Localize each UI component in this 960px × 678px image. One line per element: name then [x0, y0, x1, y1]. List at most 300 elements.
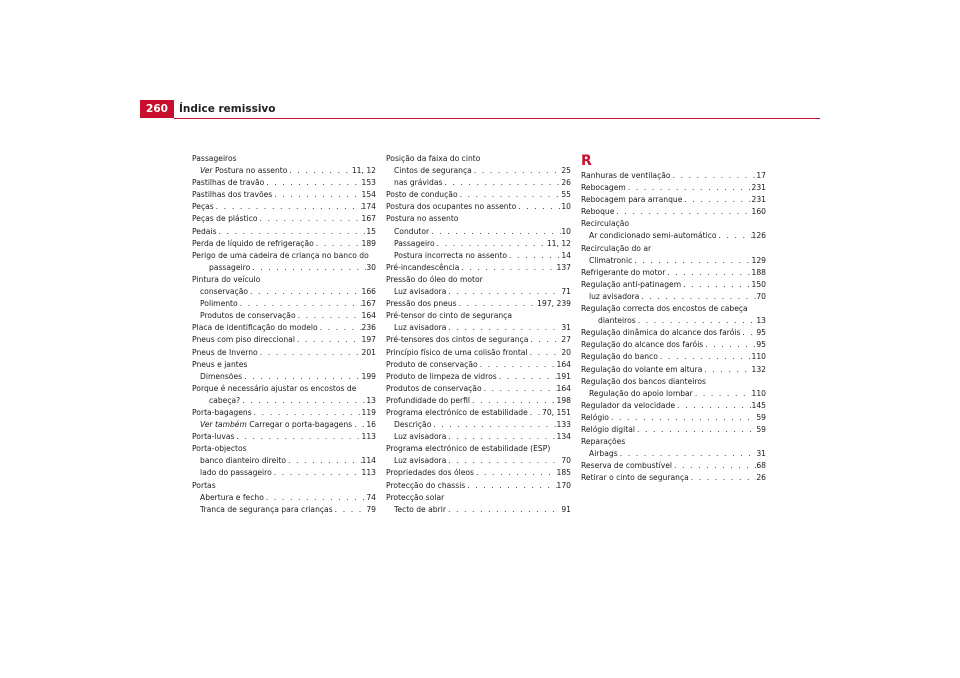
- dot-leader: [446, 504, 561, 516]
- page-reference: 20: [561, 347, 571, 357]
- index-entry: [192, 310, 376, 322]
- page-reference: 174: [361, 202, 376, 212]
- index-entry: [192, 262, 376, 274]
- index-term: Peças de plástico: [192, 214, 258, 224]
- index-entry: [386, 504, 571, 516]
- index-term: Produtos de conservação: [200, 311, 296, 321]
- index-entry: [581, 291, 766, 303]
- index-term: Luz avisadora: [394, 323, 447, 333]
- page-reference: 17: [756, 171, 766, 180]
- dot-leader: [635, 424, 756, 436]
- page-reference: 15: [366, 226, 376, 236]
- page-number: 260: [140, 100, 174, 118]
- index-entry: [581, 327, 766, 339]
- page-reference: 199: [361, 371, 376, 381]
- page-reference: 59: [756, 412, 766, 422]
- index-entry: [192, 238, 376, 250]
- dot-leader: [482, 383, 557, 395]
- page-reference: 167: [361, 299, 376, 309]
- dot-leader: [639, 291, 756, 303]
- index-entry: [581, 472, 766, 484]
- dot-leader: [272, 189, 361, 201]
- page-reference: 95: [756, 328, 766, 338]
- page-reference: 13: [366, 395, 376, 405]
- page-reference: 231: [751, 183, 766, 193]
- dot-leader: [528, 347, 562, 359]
- page-reference: 31: [756, 449, 766, 459]
- dot-leader: [250, 262, 366, 274]
- index-term: Abertura e fecho: [200, 492, 264, 502]
- index-entry: [386, 322, 571, 334]
- index-heading: Posição da faixa do cinto: [386, 154, 481, 163]
- index-entry: [192, 371, 376, 383]
- dot-leader: [671, 170, 757, 182]
- dot-leader: [702, 364, 751, 376]
- index-entry: [192, 322, 376, 334]
- page-reference: 160: [751, 207, 766, 217]
- dot-leader: [264, 177, 361, 189]
- index-heading: Porta-objectos: [192, 444, 247, 454]
- index-term: Tecto de abrir: [394, 504, 446, 514]
- index-term: Luz avisadora: [394, 432, 447, 442]
- index-entry: [386, 238, 571, 250]
- page-reference: 197: [361, 335, 376, 345]
- dot-leader: [272, 467, 362, 479]
- index-term: Postura dos ocupantes no assento: [386, 202, 517, 212]
- index-entry: [386, 298, 571, 310]
- page-reference: 25: [561, 166, 571, 176]
- page-reference: 70: [561, 456, 571, 466]
- index-heading: Postura no assento: [386, 214, 459, 224]
- page-reference: 164: [361, 311, 376, 321]
- index-entry: [386, 455, 571, 467]
- index-entry: [386, 201, 571, 213]
- index-entry: [581, 339, 766, 351]
- index-term: [200, 419, 352, 431]
- page-reference: 10: [561, 226, 571, 236]
- index-term: Regulação do alcance dos faróis: [581, 340, 704, 350]
- dot-leader: [238, 298, 362, 310]
- page-reference: 201: [361, 347, 376, 357]
- page-reference: 11, 12: [546, 238, 571, 248]
- dot-leader: [318, 322, 362, 334]
- dot-leader: [672, 460, 756, 472]
- index-entry: [192, 201, 376, 213]
- index-heading: Recirculação: [581, 219, 630, 229]
- index-term: Dimensões: [200, 371, 243, 381]
- page-reference: 113: [361, 468, 376, 478]
- index-entry: [192, 467, 376, 479]
- index-term: Regulação do volante em altura: [581, 364, 703, 374]
- index-heading: Protecção solar: [386, 492, 445, 502]
- index-term: conservação: [200, 287, 249, 297]
- index-term: Pressão dos pneus: [386, 299, 457, 309]
- index-entry: [192, 298, 376, 310]
- index-term: nas grávidas: [394, 178, 443, 188]
- index-term: Pastilhas dos travões: [192, 190, 273, 200]
- index-term: Relógio: [581, 412, 609, 422]
- index-entry: [192, 407, 376, 419]
- dot-leader: [248, 286, 361, 298]
- index-entry: [192, 226, 376, 238]
- page-title: Índice remissivo: [179, 103, 276, 115]
- dot-leader: [446, 455, 561, 467]
- dot-leader: [252, 407, 362, 419]
- index-term: Protecção do chassis: [386, 480, 466, 490]
- index-term: Reserva de combustível: [581, 461, 672, 471]
- header-rule: [174, 118, 820, 119]
- dot-leader: [478, 359, 557, 371]
- page-reference: 188: [751, 267, 766, 277]
- index-entry: [386, 334, 571, 346]
- index-heading: Pressão do óleo do motor: [386, 274, 483, 284]
- index-entry: [386, 371, 571, 383]
- dot-leader: [528, 334, 561, 346]
- index-column-3: [581, 153, 766, 484]
- dot-leader: [497, 371, 557, 383]
- index-entry: [192, 504, 376, 516]
- page-reference: 26: [561, 178, 571, 188]
- page-reference: 30: [366, 262, 376, 272]
- index-column-3-entries: [581, 170, 766, 484]
- index-term: Polimento: [200, 299, 238, 309]
- index-term: Pneus com piso direccional: [192, 335, 295, 345]
- page-reference: 137: [556, 262, 571, 272]
- index-entry: [581, 194, 766, 206]
- dot-leader: [682, 194, 751, 206]
- index-term: dianteiros: [598, 316, 636, 326]
- index-entry: [581, 424, 766, 436]
- index-term: Ranhuras de ventilação: [581, 171, 671, 180]
- page-reference: 119: [361, 407, 376, 417]
- dot-leader: [516, 201, 561, 213]
- dot-leader: [446, 431, 556, 443]
- index-entry: [386, 383, 571, 395]
- dot-leader: [693, 388, 752, 400]
- index-term: cabeça?: [209, 395, 241, 405]
- index-term: Produto de conservação: [386, 359, 478, 369]
- index-heading: Porque é necessário ajustar os encostos de: [192, 383, 357, 393]
- index-term: Porta-luvas: [192, 432, 235, 442]
- index-entry: [192, 189, 376, 201]
- index-term: Peças: [192, 202, 214, 212]
- index-term: Propriedades dos óleos: [386, 468, 474, 478]
- page-reference: 13: [756, 316, 766, 326]
- dot-leader: [609, 412, 756, 424]
- index-term: Pneus de Inverno: [192, 347, 258, 357]
- index-term: Regulação dinâmica do alcance dos faróis: [581, 328, 741, 338]
- index-entry: [386, 407, 571, 419]
- dot-leader: [429, 226, 561, 238]
- index-entry: [386, 480, 571, 492]
- index-term: Ar condicionado semi-automático: [589, 231, 717, 241]
- dot-leader: [296, 310, 362, 322]
- page-reference: 164: [556, 359, 571, 369]
- page-reference: 164: [556, 383, 571, 393]
- index-term: Luz avisadora: [394, 456, 447, 466]
- page-reference: 71: [561, 287, 571, 297]
- page-reference: 150: [751, 279, 766, 289]
- index-term: passageiro: [209, 262, 251, 272]
- dot-leader: [240, 395, 366, 407]
- page-reference: 68: [756, 461, 766, 471]
- index-entry: [581, 230, 766, 242]
- dot-leader: [431, 419, 556, 431]
- dot-leader: [681, 279, 751, 291]
- index-term: Posto de condução: [386, 190, 458, 200]
- index-term: Produto de limpeza de vidros: [386, 371, 497, 381]
- page-reference: 197, 239: [537, 299, 571, 309]
- index-heading: Regulação dos bancos dianteiros: [581, 376, 706, 386]
- index-entry: [192, 334, 376, 346]
- page-reference: 129: [751, 255, 766, 265]
- dot-leader: [442, 177, 561, 189]
- index-term: Regulação do apoio lombar: [589, 388, 693, 398]
- index-entry: [581, 448, 766, 460]
- index-term: Regulação anti-patinagem: [581, 279, 682, 289]
- index-term: Placa de identificação do modelo: [192, 323, 318, 333]
- page-reference: 114: [361, 456, 376, 466]
- index-term: Princípio físico de uma colisão frontal: [386, 347, 528, 357]
- dot-leader: [636, 315, 757, 327]
- index-entry: [192, 177, 376, 189]
- index-term: Perda de líquido de refrigeração: [192, 238, 314, 248]
- dot-leader: [528, 407, 542, 419]
- index-entry: [386, 262, 571, 274]
- dot-leader: [665, 267, 751, 279]
- index-term: banco dianteiro direito: [200, 456, 286, 466]
- dot-leader: [459, 262, 556, 274]
- index-term: Relógio digital: [581, 424, 635, 434]
- index-entry: [386, 189, 571, 201]
- page-reference: 91: [561, 504, 571, 514]
- index-term: Porta-bagagens: [192, 407, 252, 417]
- page-reference: 231: [751, 195, 766, 205]
- page-reference: 166: [361, 287, 376, 297]
- index-entry: [386, 395, 571, 407]
- index-entry: [192, 431, 376, 443]
- dot-leader: [689, 472, 757, 484]
- index-entry: [386, 431, 571, 443]
- index-entry: [581, 255, 766, 267]
- page-reference: 134: [556, 432, 571, 442]
- index-entry: [581, 170, 766, 182]
- index-term: Reboque: [581, 207, 615, 217]
- dot-leader: [472, 165, 562, 177]
- page-reference: 167: [361, 214, 376, 224]
- page-reference: 26: [756, 473, 766, 483]
- index-heading: Recirculação do ar: [581, 243, 652, 253]
- index-entry: [581, 267, 766, 279]
- see-reference-term: Carregar o porta-bagagens: [249, 420, 353, 430]
- index-term: Produtos de conservação: [386, 383, 482, 393]
- dot-leader: [214, 201, 362, 213]
- index-entry: [386, 467, 571, 479]
- see-reference-label: Ver: [200, 166, 213, 176]
- index-entry: [386, 419, 571, 431]
- index-entry: [581, 460, 766, 472]
- dot-leader: [295, 334, 362, 346]
- index-term: Retirar o cinto de segurança: [581, 473, 689, 483]
- index-term: Pré-tensores dos cintos de segurança: [386, 335, 529, 345]
- page-reference: 95: [756, 340, 766, 350]
- index-entry: [581, 412, 766, 424]
- section-letter: R: [581, 153, 592, 169]
- dot-leader: [465, 480, 556, 492]
- page-reference: 185: [556, 468, 571, 478]
- dot-leader: [740, 327, 756, 339]
- page-reference: 55: [561, 190, 571, 200]
- index-entry: [192, 395, 376, 407]
- index-entry: [386, 359, 571, 371]
- page-reference: 79: [366, 504, 376, 514]
- page-reference: 154: [361, 190, 376, 200]
- see-reference-label: Ver também: [200, 420, 247, 430]
- dot-leader: [614, 206, 751, 218]
- page-reference: 170: [556, 480, 571, 490]
- index-term: Passageiro: [394, 238, 435, 248]
- index-entry: [192, 419, 376, 431]
- index-entry: [386, 250, 571, 262]
- index-entry: [192, 165, 376, 177]
- index-entry: [581, 364, 766, 376]
- index-term: Regulador da velocidade: [581, 400, 676, 410]
- index-term: Cintos de segurança: [394, 166, 472, 176]
- index-term: Luz avisadora: [394, 287, 447, 297]
- index-entry: [581, 351, 766, 363]
- dot-leader: [264, 492, 366, 504]
- dot-leader: [258, 347, 362, 359]
- dot-leader: [217, 226, 367, 238]
- dot-leader: [435, 238, 547, 250]
- dot-leader: [658, 351, 752, 363]
- index-entry: [581, 388, 766, 400]
- page-reference: 110: [751, 352, 766, 362]
- index-entry: [581, 279, 766, 291]
- index-heading: Portas: [192, 480, 216, 490]
- page-reference: 133: [556, 420, 571, 430]
- see-reference-term: Postura no assento: [214, 166, 288, 176]
- index-term: [200, 165, 287, 177]
- index-entry: [581, 400, 766, 412]
- dot-leader: [457, 298, 538, 310]
- page-reference: 11, 12: [351, 166, 376, 176]
- index-column-2: [386, 153, 571, 516]
- page-reference: 31: [561, 323, 571, 333]
- index-heading: Programa electrónico de estabilidade (ESP): [386, 444, 551, 454]
- index-heading: Pré-tensor do cinto de segurança: [386, 311, 513, 321]
- index-term: Descrição: [394, 420, 432, 430]
- index-term: Profundidade do perfil: [386, 395, 471, 405]
- index-term: Programa electrónico de estabilidade: [386, 407, 528, 417]
- dot-leader: [287, 165, 351, 177]
- index-term: Rebocagem para arranque: [581, 195, 683, 205]
- page-reference: 59: [756, 424, 766, 434]
- page-reference: 16: [366, 420, 376, 430]
- dot-leader: [474, 467, 557, 479]
- index-term: Condutor: [394, 226, 430, 236]
- index-entry: [192, 286, 376, 298]
- dot-leader: [446, 322, 561, 334]
- dot-leader: [286, 455, 362, 467]
- index-entry: [192, 455, 376, 467]
- dot-leader: [470, 395, 556, 407]
- index-entry: [192, 347, 376, 359]
- index-heading: Passageiros: [192, 154, 237, 163]
- index-term: Regulação do banco: [581, 352, 658, 362]
- index-term: Refrigerante do motor: [581, 267, 666, 277]
- index-entry: [581, 206, 766, 218]
- index-heading: Regulação correcta dos encostos de cabeça: [581, 304, 748, 314]
- index-term: lado do passageiro: [200, 468, 272, 478]
- index-heading: Perigo de uma cadeira de criança no banco do: [192, 250, 369, 260]
- index-heading: Pneus e jantes: [192, 359, 248, 369]
- page-reference: 198: [556, 395, 571, 405]
- page-reference: 189: [361, 238, 376, 248]
- page-reference: 145: [751, 400, 766, 410]
- index-term: Climatronic: [589, 255, 633, 265]
- dot-leader: [242, 371, 361, 383]
- dot-leader: [717, 230, 752, 242]
- page-reference: 70, 151: [542, 407, 571, 417]
- index-entry: [581, 182, 766, 194]
- dot-leader: [333, 504, 367, 516]
- page-reference: 74: [366, 492, 376, 502]
- page-reference: 113: [361, 432, 376, 442]
- index-entry: [386, 226, 571, 238]
- index-heading: Reparações: [581, 437, 626, 447]
- index-entry: [192, 213, 376, 225]
- dot-leader: [234, 431, 361, 443]
- page-reference: 132: [751, 364, 766, 374]
- index-entry: [386, 165, 571, 177]
- index-term: Pedais: [192, 226, 217, 236]
- dot-leader: [626, 182, 752, 194]
- index-entry: [192, 492, 376, 504]
- page-reference: 153: [361, 178, 376, 188]
- index-entry: [386, 286, 571, 298]
- dot-leader: [703, 339, 756, 351]
- index-term: luz avisadora: [589, 291, 640, 301]
- index-term: Pastilhas de travão: [192, 178, 265, 188]
- index-column-1: [192, 153, 376, 516]
- index-term: Airbags: [589, 449, 618, 459]
- dot-leader: [352, 419, 366, 431]
- dot-leader: [446, 286, 561, 298]
- index-heading: Pintura do veículo: [192, 274, 261, 284]
- index-term: Pré-incandescência: [386, 262, 460, 272]
- index-entry: [386, 347, 571, 359]
- dot-leader: [314, 238, 362, 250]
- dot-leader: [258, 213, 362, 225]
- index-term: Tranca de segurança para crianças: [200, 504, 333, 514]
- page-reference: 126: [751, 231, 766, 241]
- dot-leader: [675, 400, 751, 412]
- dot-leader: [458, 189, 562, 201]
- index-term: Postura incorrecta no assento: [394, 250, 508, 260]
- dot-leader: [632, 255, 751, 267]
- dot-leader: [618, 448, 757, 460]
- index-entry: [581, 315, 766, 327]
- page-reference: 70: [756, 291, 766, 301]
- index-term: Rebocagem: [581, 183, 626, 193]
- index-entry: [386, 177, 571, 189]
- page-reference: 27: [561, 335, 571, 345]
- page-reference: 110: [751, 388, 766, 398]
- page-reference: 14: [561, 250, 571, 260]
- page-reference: 191: [556, 371, 571, 381]
- page-reference: 10: [561, 202, 571, 212]
